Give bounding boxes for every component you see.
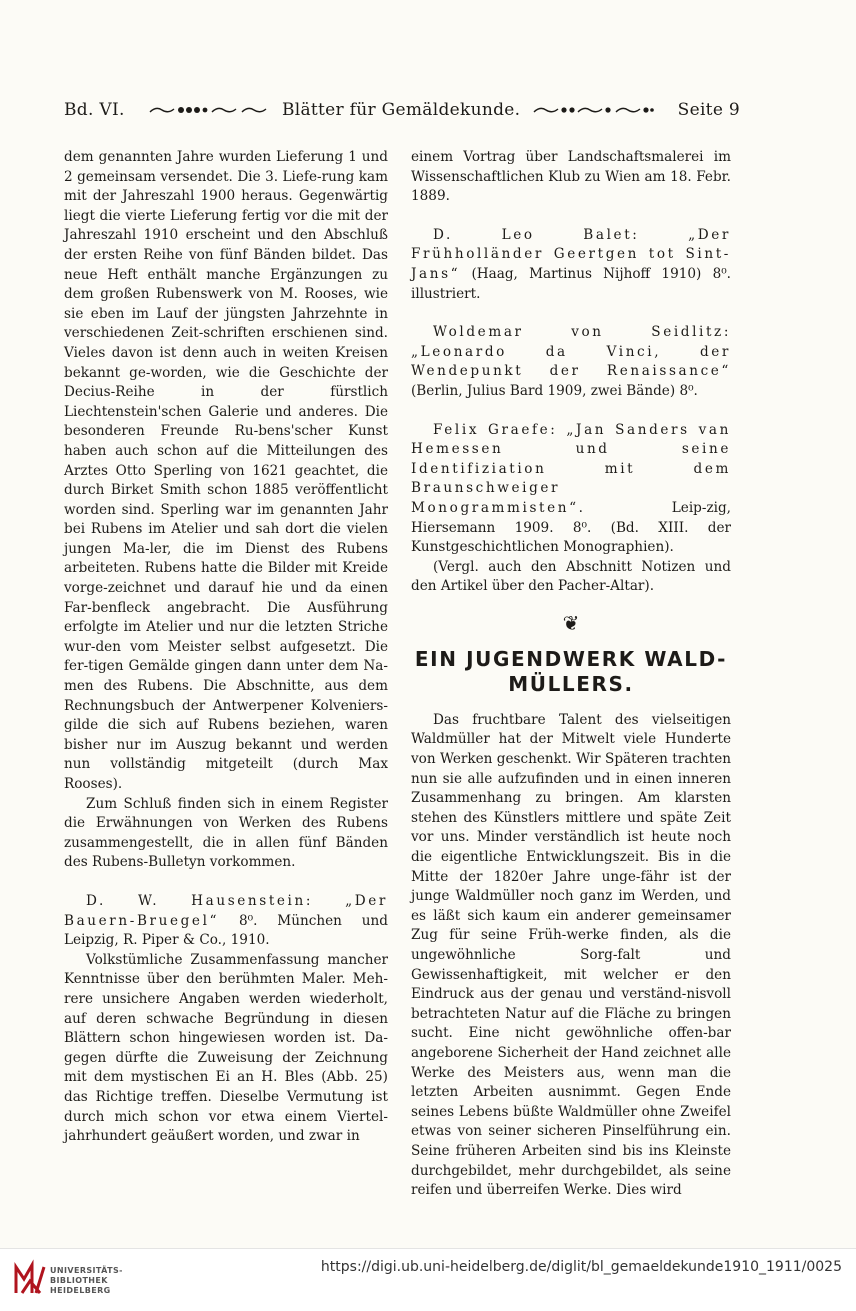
institution-name: UNIVERSITÄTS- BIBLIOTHEK HEIDELBERG xyxy=(50,1266,123,1295)
bibliography-entry xyxy=(64,892,388,951)
ornament-left-icon xyxy=(148,103,270,117)
running-header xyxy=(64,96,740,124)
university-logo-icon xyxy=(10,1259,50,1299)
entry-details: Leip-zig, Hiersemann 1909. 8⁰. (Bd. XIII. der Kunstgeschichtlichen Monographien). xyxy=(411,499,731,556)
paragraph: Das fruchtbare Talent des vielseitigen Waldmüller hat der Mitwelt viele Hunderte von Werken geschenkt. Wir Späteren trachten nun sie alle aufzufinden und in einen inneren Zusammenhang zu bringen. Am klarsten stehen des Künstlers mittlere und späte Zeit vor uns. Minder verständlich ist heute noch die eigentliche Entwicklungszeit. Bis in die Mitte der 1820er Jahre unge-fähr ist der junge Waldmüller noch ganz im Werden, und es läßt sich kaum ein anderer gemeinsamer Zug für seine Früh-werke finden, als die ungewöhnliche Sorg-falt und Gewissenhaftigkeit, mit welcher er den Eindruck aus der genau und verständ-nisvoll betrachteten Natur auf die Fläche zu bringen sucht. Eine nicht gewöhnliche offen-bar angeborene Sicherheit der Hand zeichnet alle Werke des Meisters aus, wenn man die letzten Arbeiten ausnimmt. Gegen Ende seines Lebens büßte Waldmüller ohne Zweifel etwas von seiner sicheren Pinselführung ein. Seine früheren Arbeiten sind bis ins Kleinste durchgebildet, mehr durchgebildet, als seine reifen und überreifen Werke. Dies wird xyxy=(411,711,731,1199)
note: (Vergl. auch den Abschnitt Notizen und den Artikel über den Pacher-Altar). xyxy=(411,558,731,595)
entry-details: 8⁰. München und Leipzig, R. Piper & Co., 1910. xyxy=(64,912,389,949)
permalink-url[interactable]: https://digi.ub.uni-heidelberg.de/diglit/bl_gemaeldekunde1910_1911/0025 xyxy=(320,1259,842,1275)
paragraph: dem genannten Jahre wurden Lieferung 1 und 2 gemeinsam versendet. Die 3. Liefe-rung kam mit der Jahreszahl 1900 heraus. Gegenwärtig liegt die vierte Lieferung fertig vor die mit der Jahreszahl 1910 erscheint und den Abschluß der ersten Reihe von fünf Bänden bildet. Das neue Heft enthält manche Ergänzungen zu dem großen Rubenswerk von M. Rooses, wie sie eben im Lauf der jüngsten Jahrzehnte in verschiedenen Zeit-schriften erschienen sind. Vieles davon ist denn auch in weiten Kreisen bekannt ge-worden, wie die Geschichte der Decius-Reihe in der fürstlich Liechtenstein'schen Galerie und anderes. Die besonderen Freunde Ru-bens'scher Kunst haben auch schon auf die Mitteilungen des Arztes Otto Sperling von 1621 geachtet, die durch Birket Smith schon 1885 veröffentlicht worden sind. Sperling war im genannten Jahr bei Rubens im Atelier und sah dort die vielen jungen Ma-ler, die im Dienst des Rubens arbeiteten. Rubens hatte die Bilder mit Kreide vorge-zeichnet und darauf hie und da einen Far-benfleck angebracht. Die Ausführung erfolgte im Atelier und nur die letzten Striche wur-den vom Meister selbst aufgesetzt. Die fer-tigen Gemälde gingen dann unter dem Na-men des Rubens. Die Abschnitte, aus dem Rechnungsbuch der Antwerpener Kolveniers-gilde die sich auf Rubens beziehen, waren bisher nur im Auszug bekannt und werden nun vollständig mitgeteilt (durch Max Rooses). xyxy=(64,149,388,792)
bibliography-entry xyxy=(411,323,731,401)
entry-author: D. Leo Balet: „Der Frühholländer Geertgen tot Sint-Jans“ xyxy=(411,226,731,282)
footer-bar xyxy=(0,1248,856,1311)
entry-details: (Berlin, Julius Bard 1909, zwei Bände) 8⁰. xyxy=(411,382,698,399)
page-number: Seite 9 xyxy=(677,100,740,120)
paragraph: Zum Schluß finden sich in einem Register die Erwähnungen von Werken des Rubens zusammengestellt, die in allen fünf Bänden des Rubens-Bulletyn vorkommen. xyxy=(64,795,388,871)
right-column xyxy=(411,148,731,1201)
entry-author: Woldemar von Seidlitz: „Leonardo da Vinci, der Wendepunkt der Renaissance“ xyxy=(411,324,731,380)
paragraph: einem Vortrag über Landschaftsmalerei im Wissenschaftlichen Klub zu Wien am 18. Febr. 1889. xyxy=(411,149,731,205)
left-column xyxy=(64,148,388,1147)
fleuron-icon: ❦ xyxy=(562,610,580,635)
bibliography-entry xyxy=(411,226,731,304)
header-center xyxy=(148,100,654,120)
paragraph: Volkstümliche Zusammenfassung mancher Kenntnisse über den berühmten Maler. Meh-rere unsichere Angaben werden wiederholt, auf deren schwache Begründung in diesen Blättern schon hingewiesen worden ist. Da-gegen dürfte die Zuweisung der Zeichnung mit dem mystischen Ei an H. Bles (Abb. 25) das Richtige treffen. Dieselbe Vermutung ist durch mich schon vor etwa einem Viertel-jahrhundert geäußert worden, und zwar in xyxy=(64,951,388,1145)
article-title: EIN JUGENDWERK WALD-MÜLLERS. xyxy=(414,646,728,696)
entry-author: D. W. Hausenstein: „Der Bauern-Bruegel“ xyxy=(64,892,388,929)
ornament-right-icon xyxy=(532,103,654,117)
entry-author: Felix Graefe: „Jan Sanders van Hemessen und seine Identifiziation mit dem Braunschweiger Monogrammisten“. xyxy=(411,421,731,516)
journal-title: Blätter für Gemäldekunde. xyxy=(281,100,521,120)
volume-label: Bd. VI. xyxy=(64,100,125,120)
bibliography-entry xyxy=(411,421,731,558)
entry-details: (Haag, Martinus Nijhoff 1910) 8⁰. illustriert. xyxy=(411,265,731,302)
